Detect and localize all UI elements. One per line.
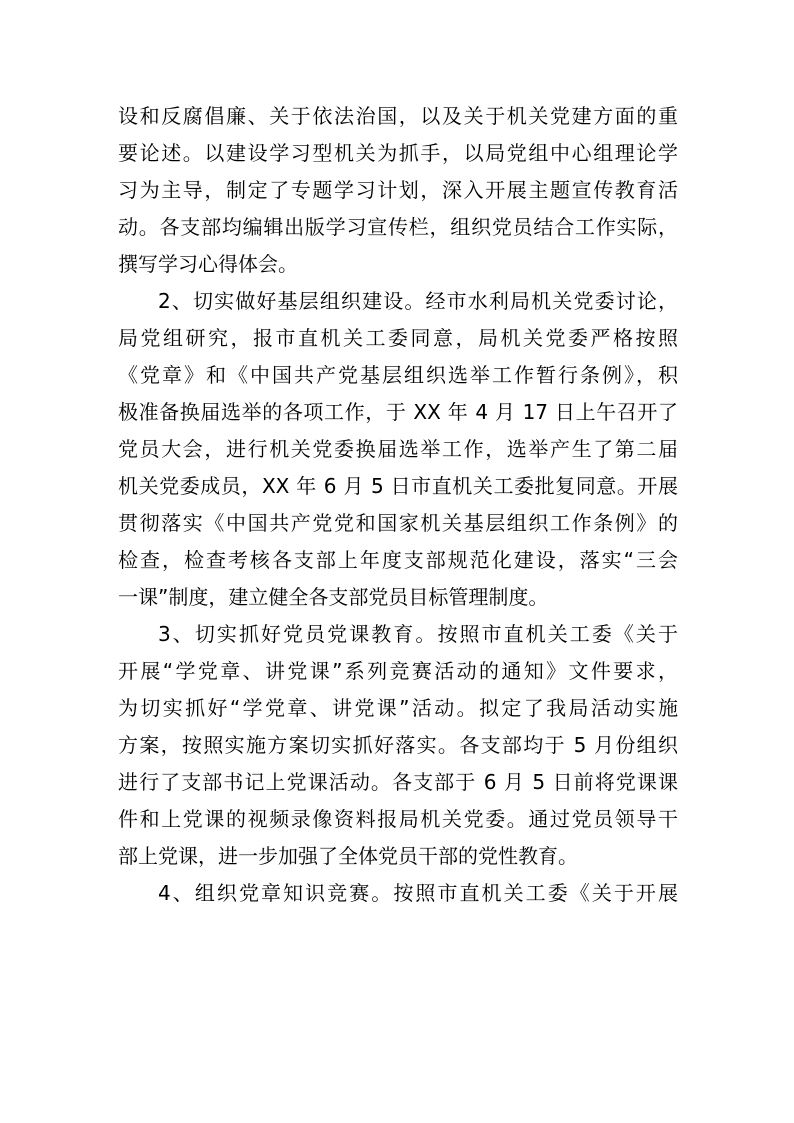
text-line: 《党章》和《中国共产党基层组织选举工作暂行条例》，积 xyxy=(118,363,678,387)
paragraph-study xyxy=(118,98,678,283)
text-line: 部上党课，进一步加强了全体党员干部的党性教育。 xyxy=(118,844,578,868)
text-line: 撰写学习心得体会。 xyxy=(118,252,298,276)
text-line: 设和反腐倡廉、关于依法治国，以及关于机关党建方面的重 xyxy=(118,104,678,128)
text-line: 机关党委成员，XX 年 6 月 5 日市直机关工委批复同意。开展 xyxy=(118,474,678,498)
text-line: 一课”制度，建立健全各支部党员目标管理制度。 xyxy=(118,585,549,609)
text-line: 动。各支部均编辑出版学习宣传栏，组织党员结合工作实际， xyxy=(118,215,678,239)
text-line: 件和上党课的视频录像资料报局机关党委。通过党员领导干 xyxy=(118,807,678,831)
text-line: 4、组织党章知识竞赛。按照市直机关工委《关于开展 xyxy=(158,881,678,905)
text-line: 要论述。以建设学习型机关为抓手，以局党组中心组理论学 xyxy=(118,141,678,165)
text-line: 2、切实做好基层组织建设。经市水利局机关党委讨论， xyxy=(158,289,678,313)
text-line: 检查，检查考核各支部上年度支部规范化建设，落实“三会 xyxy=(118,548,678,572)
document-body xyxy=(118,98,678,912)
text-line: 贯彻落实《中国共产党党和国家机关基层组织工作条例》的 xyxy=(118,511,678,535)
text-line: 方案，按照实施方案切实抓好落实。各支部均于 5 月份组织 xyxy=(118,733,678,757)
paragraph-party-lessons xyxy=(118,616,678,875)
text-line: 为切实抓好“学党章、讲党课”活动。拟定了我局活动实施 xyxy=(118,696,678,720)
paragraph-organization-building xyxy=(118,283,678,616)
text-line: 3、切实抓好党员党课教育。按照市直机关工委《关于 xyxy=(158,622,678,646)
text-line: 极准备换届选举的各项工作，于 XX 年 4 月 17 日上午召开了 xyxy=(118,400,678,424)
paragraph-knowledge-contest xyxy=(118,875,678,912)
text-line: 进行了支部书记上党课活动。各支部于 6 月 5 日前将党课课 xyxy=(118,770,678,794)
text-line: 党员大会，进行机关党委换届选举工作，选举产生了第二届 xyxy=(118,437,678,461)
text-line: 习为主导，制定了专题学习计划，深入开展主题宣传教育活 xyxy=(118,178,678,202)
text-line: 开展“学党章、讲党课”系列竞赛活动的通知》文件要求， xyxy=(118,659,678,683)
text-line: 局党组研究，报市直机关工委同意，局机关党委严格按照 xyxy=(118,326,678,350)
